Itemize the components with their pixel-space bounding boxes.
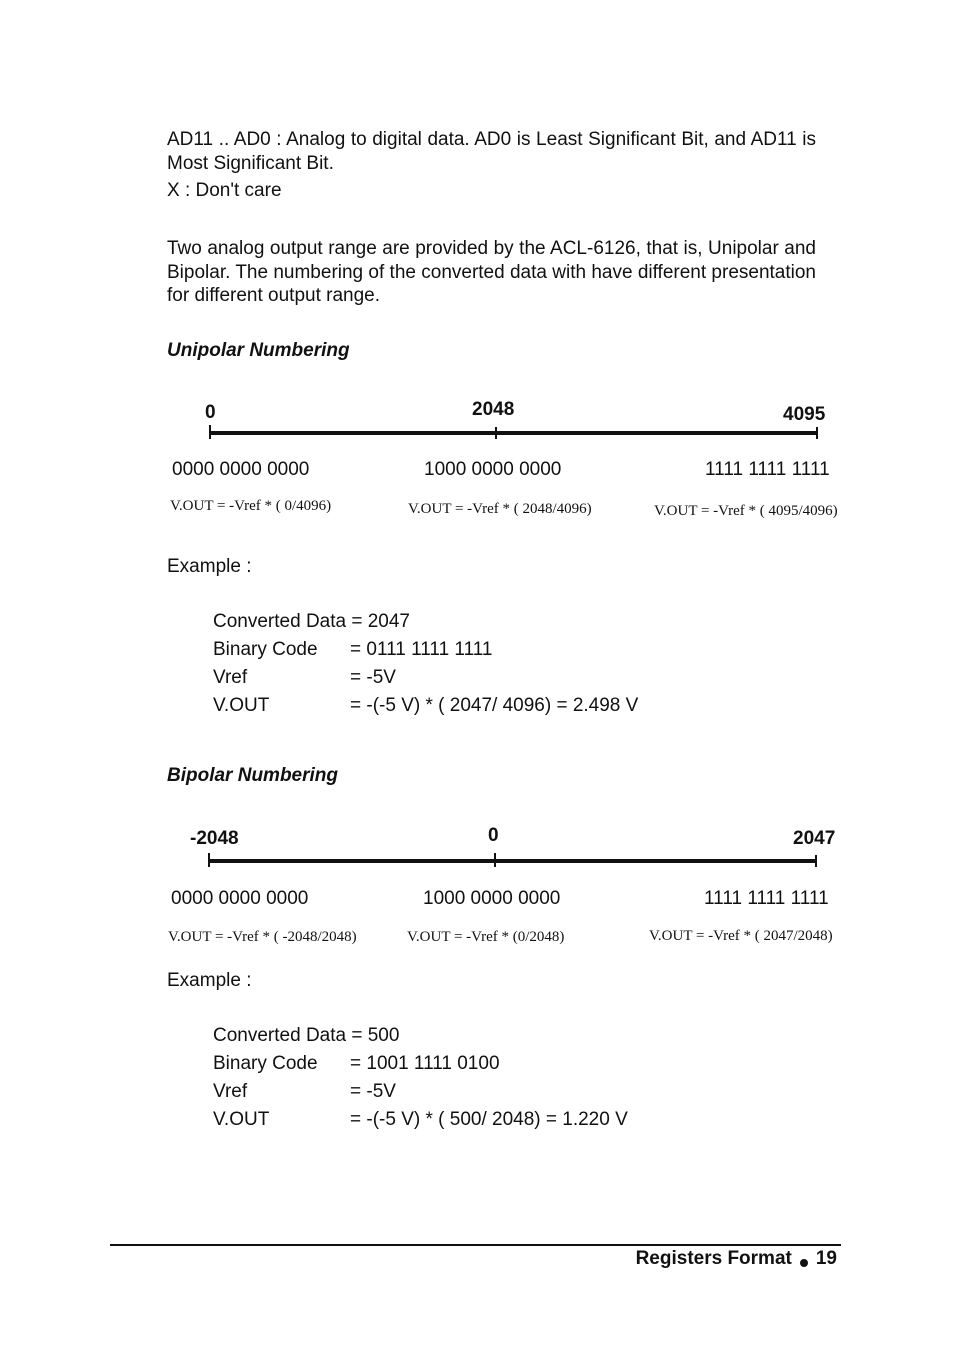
unipolar-min-value: 0 bbox=[205, 402, 216, 423]
example-row-label: V.OUT bbox=[213, 695, 270, 716]
example-row-value: = -5V bbox=[350, 667, 396, 688]
bipolar-max-code: 1111 1111 1111 bbox=[704, 888, 829, 909]
dont-care-note: X : Don't care bbox=[167, 180, 282, 201]
range-description: Two analog output range are provided by the ACL-6126, that is, Unipolar and Bipolar. The numbering of the converted data with have different presentation for different output range. bbox=[167, 238, 816, 306]
bipolar-max-value: 2047 bbox=[793, 828, 836, 849]
example-row-value: = 0111 1111 1111 bbox=[350, 639, 493, 660]
bipolar-tick-mid bbox=[494, 853, 496, 867]
page-footer bbox=[636, 1248, 837, 1270]
example-row-label: Converted Data bbox=[213, 1025, 347, 1046]
unipolar-mid-value: 2048 bbox=[472, 399, 515, 420]
bipolar-tick-left bbox=[208, 853, 210, 867]
bipolar-mid-value: 0 bbox=[488, 825, 499, 846]
unipolar-min-formula: V.OUT = -Vref * ( 0/4096) bbox=[170, 498, 332, 514]
unipolar-max-formula: V.OUT = -Vref * ( 4095/4096) bbox=[654, 503, 838, 519]
example-row-value: = -5V bbox=[350, 1081, 396, 1102]
bipolar-min-value: -2048 bbox=[190, 828, 239, 849]
example-row-value: = 1001 1111 0100 bbox=[350, 1053, 500, 1074]
footer-rule bbox=[110, 1244, 841, 1246]
bipolar-heading: Bipolar Numbering bbox=[167, 765, 339, 786]
page-number: 19 bbox=[815, 1248, 837, 1269]
unipolar-max-value: 4095 bbox=[783, 404, 826, 425]
example-row bbox=[213, 1106, 628, 1134]
example-row bbox=[213, 664, 638, 692]
example-row-label: Binary Code bbox=[213, 639, 318, 660]
unipolar-scale-line bbox=[209, 431, 818, 435]
unipolar-mid-formula: V.OUT = -Vref * ( 2048/4096) bbox=[408, 501, 592, 517]
example-row-value: = -(-5 V) * ( 500/ 2048) = 1.220 V bbox=[350, 1109, 628, 1130]
bullet-icon bbox=[800, 1259, 808, 1267]
unipolar-min-code: 0000 0000 0000 bbox=[172, 459, 310, 480]
example-row-value: = 2047 bbox=[351, 611, 411, 632]
bipolar-min-code: 0000 0000 0000 bbox=[171, 888, 309, 909]
unipolar-heading: Unipolar Numbering bbox=[167, 340, 350, 361]
unipolar-mid-code: 1000 0000 0000 bbox=[424, 459, 562, 480]
example-row-label: V.OUT bbox=[213, 1109, 270, 1130]
example-row bbox=[213, 1050, 628, 1078]
bipolar-example-block bbox=[213, 1022, 628, 1134]
bipolar-min-formula: V.OUT = -Vref * ( -2048/2048) bbox=[168, 929, 357, 945]
bipolar-max-formula: V.OUT = -Vref * ( 2047/2048) bbox=[649, 928, 833, 944]
example-row-value: = -(-5 V) * ( 2047/ 4096) = 2.498 V bbox=[350, 695, 639, 716]
bipolar-tick-right bbox=[815, 855, 817, 867]
example-row bbox=[213, 1022, 628, 1050]
bipolar-example-label: Example : bbox=[167, 970, 252, 991]
ad-description: AD11 .. AD0 : Analog to digital data. AD0 is Least Significant Bit, and AD11 is Most Significant Bit. bbox=[167, 129, 816, 174]
unipolar-example-block bbox=[213, 608, 638, 720]
bipolar-mid-code: 1000 0000 0000 bbox=[423, 888, 561, 909]
example-row bbox=[213, 1078, 628, 1106]
example-row-label: Binary Code bbox=[213, 1053, 318, 1074]
bipolar-mid-formula: V.OUT = -Vref * (0/2048) bbox=[407, 929, 565, 945]
unipolar-max-code: 1111 1111 1111 bbox=[705, 459, 830, 480]
unipolar-tick-right bbox=[816, 427, 818, 439]
unipolar-tick-mid bbox=[495, 427, 497, 439]
example-row-label: Vref bbox=[213, 667, 248, 688]
example-row bbox=[213, 692, 638, 720]
example-row-value: = 500 bbox=[351, 1025, 400, 1046]
example-row-label: Vref bbox=[213, 1081, 248, 1102]
example-row-label: Converted Data bbox=[213, 611, 347, 632]
bipolar-scale-line bbox=[208, 859, 817, 863]
footer-section-title: Registers Format bbox=[635, 1248, 792, 1269]
example-row bbox=[213, 608, 638, 636]
unipolar-tick-left bbox=[209, 425, 211, 439]
unipolar-example-label: Example : bbox=[167, 556, 252, 577]
example-row bbox=[213, 636, 638, 664]
